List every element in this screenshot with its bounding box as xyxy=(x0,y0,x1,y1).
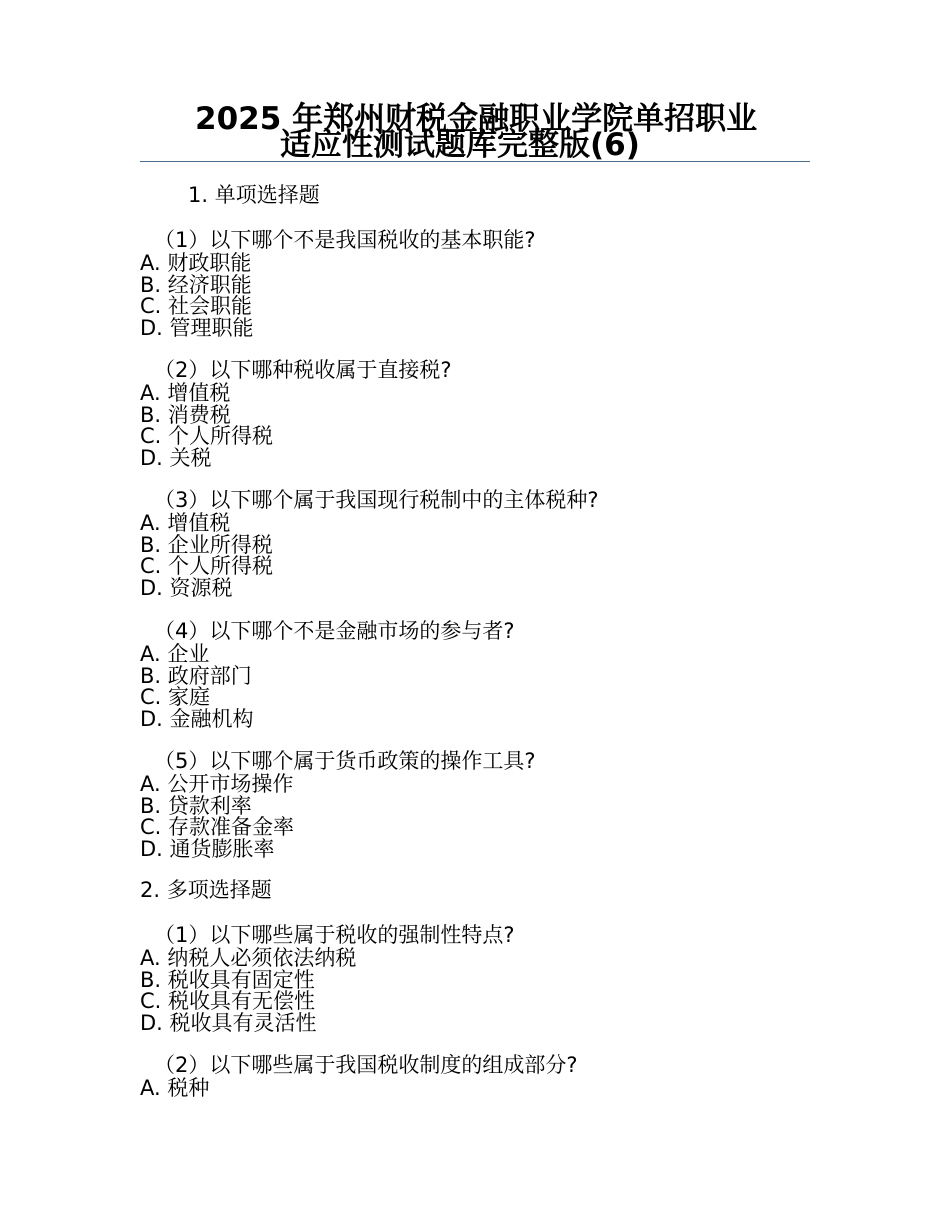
option-b: B. 消费税 xyxy=(140,402,231,427)
title-underline xyxy=(140,161,810,162)
question-1-4 xyxy=(140,618,515,730)
document-title xyxy=(140,101,810,163)
option-b: B. 经济职能 xyxy=(140,272,252,297)
option-a: A. 增值税 xyxy=(140,511,231,535)
question-1-3 xyxy=(140,487,599,599)
option-b: B. 贷款利率 xyxy=(140,793,252,818)
title-line-1: 2025 年郑州财税金融职业学院单招职业 xyxy=(195,101,758,137)
option-a: A. 纳税人必须依法纳税 xyxy=(140,946,357,970)
option-b: B. 企业所得税 xyxy=(140,532,273,557)
question-2-1 xyxy=(140,922,515,1034)
title-line-2: 适应性测试题库完整版(6) xyxy=(280,127,640,163)
question-stem: （5）以下哪个属于货币政策的操作工具? xyxy=(154,749,536,773)
option-a: A. 公开市场操作 xyxy=(140,772,294,796)
section-heading-multiple-choice: 2. 多项选择题 xyxy=(140,878,272,902)
question-stem: （1）以下哪些属于税收的强制性特点? xyxy=(154,923,515,947)
option-c: C. 个人所得税 xyxy=(140,424,274,448)
option-c: C. 家庭 xyxy=(140,685,211,709)
option-a: A. 税种 xyxy=(140,1076,210,1100)
option-b: B. 政府部门 xyxy=(140,663,252,688)
question-stem: （2）以下哪些属于我国税收制度的组成部分? xyxy=(154,1053,578,1077)
option-d: D. 管理职能 xyxy=(140,315,254,340)
question-2-2 xyxy=(140,1052,578,1100)
option-a: A. 增值税 xyxy=(140,381,231,405)
question-1-2 xyxy=(140,357,452,469)
option-a: A. 财政职能 xyxy=(140,251,252,275)
option-d: D. 通货膨胀率 xyxy=(140,836,275,861)
question-1-5 xyxy=(140,748,536,860)
option-c: C. 税收具有无偿性 xyxy=(140,989,316,1013)
question-1-1 xyxy=(140,227,536,339)
option-d: D. 资源税 xyxy=(140,575,233,600)
question-stem: （1）以下哪个不是我国税收的基本职能? xyxy=(154,228,536,252)
option-c: C. 存款准备金率 xyxy=(140,815,295,839)
question-stem: （4）以下哪个不是金融市场的参与者? xyxy=(154,619,515,643)
question-stem: （3）以下哪个属于我国现行税制中的主体税种? xyxy=(154,488,599,512)
section-heading-single-choice: 1. 单项选择题 xyxy=(188,183,320,207)
option-d: D. 关税 xyxy=(140,445,212,470)
option-a: A. 企业 xyxy=(140,642,210,666)
option-c: C. 社会职能 xyxy=(140,294,253,318)
option-d: D. 金融机构 xyxy=(140,706,254,731)
question-stem: （2）以下哪种税收属于直接税? xyxy=(154,358,452,382)
option-c: C. 个人所得税 xyxy=(140,554,274,578)
option-b: B. 税收具有固定性 xyxy=(140,967,315,992)
option-d: D. 税收具有灵活性 xyxy=(140,1010,317,1035)
